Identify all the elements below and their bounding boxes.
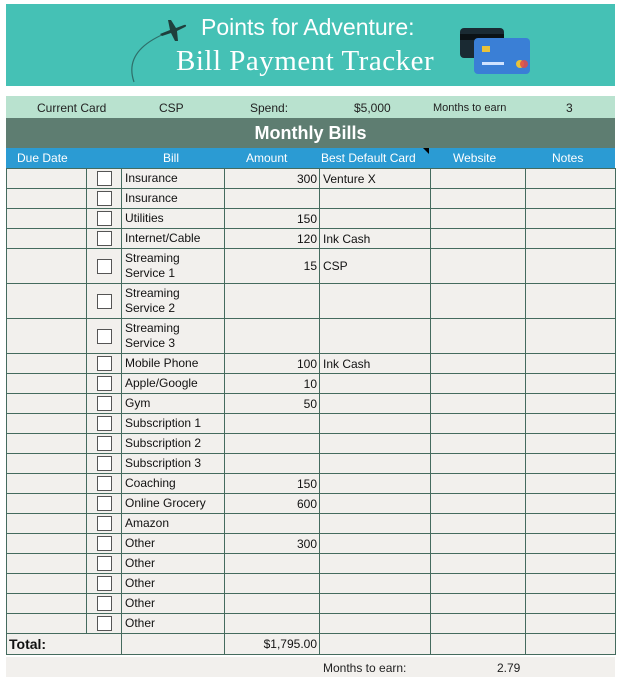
website-cell[interactable]: [431, 614, 526, 634]
table-row: [7, 209, 616, 229]
due-date-cell[interactable]: [7, 394, 87, 414]
website-cell[interactable]: [431, 434, 526, 454]
amount-cell[interactable]: [225, 284, 320, 319]
footer-summary: [6, 657, 615, 677]
amount-cell[interactable]: 150: [225, 474, 320, 494]
best-card-cell[interactable]: CSP: [320, 249, 431, 284]
col-bill: Bill: [163, 151, 180, 165]
paid-checkbox-cell[interactable]: [87, 594, 122, 614]
total-blank-cell: [526, 634, 616, 655]
due-date-cell[interactable]: [7, 474, 87, 494]
table-row: [7, 394, 616, 414]
due-date-cell[interactable]: [7, 494, 87, 514]
paid-checkbox-cell[interactable]: [87, 554, 122, 574]
best-card-cell[interactable]: [320, 614, 431, 634]
table-row: [7, 614, 616, 634]
due-date-cell[interactable]: [7, 574, 87, 594]
paid-checkbox-cell[interactable]: [87, 414, 122, 434]
due-date-cell[interactable]: [7, 249, 87, 284]
bill-name-cell[interactable]: Insurance: [122, 189, 225, 209]
paid-checkbox[interactable]: [97, 259, 112, 274]
paid-checkbox-cell[interactable]: [87, 474, 122, 494]
notes-cell[interactable]: [526, 319, 616, 354]
due-date-cell[interactable]: [7, 284, 87, 319]
due-date-cell[interactable]: [7, 454, 87, 474]
notes-cell[interactable]: [526, 374, 616, 394]
table-row: [7, 574, 616, 594]
website-cell[interactable]: [431, 319, 526, 354]
website-cell[interactable]: [431, 414, 526, 434]
table-row: [7, 554, 616, 574]
bill-name-cell[interactable]: Mobile Phone: [122, 354, 225, 374]
table-row: [7, 434, 616, 454]
paid-checkbox-cell[interactable]: [87, 284, 122, 319]
paid-checkbox[interactable]: [97, 396, 112, 411]
amount-cell[interactable]: [225, 434, 320, 454]
website-cell[interactable]: [431, 474, 526, 494]
website-cell[interactable]: [431, 374, 526, 394]
bill-name-cell[interactable]: Streaming Service 1: [122, 249, 225, 284]
amount-cell[interactable]: [225, 594, 320, 614]
notes-cell[interactable]: [526, 494, 616, 514]
best-card-cell[interactable]: Ink Cash: [320, 229, 431, 249]
footer-months-value: 2.79: [497, 661, 521, 675]
website-cell[interactable]: [431, 209, 526, 229]
paid-checkbox-cell[interactable]: [87, 454, 122, 474]
best-card-cell[interactable]: [320, 534, 431, 554]
due-date-cell[interactable]: [7, 414, 87, 434]
paid-checkbox[interactable]: [97, 536, 112, 551]
website-cell[interactable]: [431, 169, 526, 189]
table-row: [7, 354, 616, 374]
amount-cell[interactable]: 300: [225, 534, 320, 554]
notes-cell[interactable]: [526, 209, 616, 229]
table-row: [7, 319, 616, 354]
table-row: [7, 514, 616, 534]
column-headers: [6, 148, 615, 168]
website-cell[interactable]: [431, 594, 526, 614]
total-row: [7, 634, 616, 655]
amount-cell[interactable]: [225, 319, 320, 354]
notes-cell[interactable]: [526, 394, 616, 414]
table-row: [7, 474, 616, 494]
paid-checkbox[interactable]: [97, 476, 112, 491]
bill-name-cell[interactable]: Other: [122, 614, 225, 634]
paid-checkbox[interactable]: [97, 211, 112, 226]
website-cell[interactable]: [431, 514, 526, 534]
notes-cell[interactable]: [526, 414, 616, 434]
paid-checkbox[interactable]: [97, 436, 112, 451]
table-row: [7, 169, 616, 189]
paid-checkbox[interactable]: [97, 516, 112, 531]
due-date-cell[interactable]: [7, 319, 87, 354]
notes-cell[interactable]: [526, 169, 616, 189]
paid-checkbox[interactable]: [97, 456, 112, 471]
amount-cell[interactable]: [225, 614, 320, 634]
amount-cell[interactable]: [225, 414, 320, 434]
best-card-cell[interactable]: [320, 284, 431, 319]
paid-checkbox-cell[interactable]: [87, 319, 122, 354]
best-card-cell[interactable]: [320, 554, 431, 574]
col-due-date: Due Date: [17, 151, 68, 165]
notes-cell[interactable]: [526, 594, 616, 614]
paid-checkbox[interactable]: [97, 416, 112, 431]
best-card-cell[interactable]: [320, 454, 431, 474]
due-date-cell[interactable]: [7, 354, 87, 374]
bill-name-cell[interactable]: Utilities: [122, 209, 225, 229]
bill-name-cell[interactable]: Streaming Service 2: [122, 284, 225, 319]
table-row: [7, 494, 616, 514]
notes-cell[interactable]: [526, 454, 616, 474]
notes-cell[interactable]: [526, 189, 616, 209]
bill-name-cell[interactable]: Subscription 3: [122, 454, 225, 474]
bill-name-cell[interactable]: Amazon: [122, 514, 225, 534]
website-cell[interactable]: [431, 494, 526, 514]
due-date-cell[interactable]: [7, 434, 87, 454]
bill-name-cell[interactable]: Other: [122, 574, 225, 594]
total-label: Total:: [7, 634, 122, 655]
due-date-cell[interactable]: [7, 374, 87, 394]
website-cell[interactable]: [431, 229, 526, 249]
paid-checkbox[interactable]: [97, 356, 112, 371]
banner-subtitle: Bill Payment Tracker: [176, 45, 435, 77]
amount-cell[interactable]: 50: [225, 394, 320, 414]
table-row: [7, 189, 616, 209]
paid-checkbox[interactable]: [97, 294, 112, 309]
website-cell[interactable]: [431, 554, 526, 574]
bill-name-cell[interactable]: Other: [122, 554, 225, 574]
table-row: [7, 229, 616, 249]
notes-cell[interactable]: [526, 434, 616, 454]
current-card-value[interactable]: CSP: [159, 101, 184, 115]
best-card-cell[interactable]: [320, 394, 431, 414]
paid-checkbox-cell[interactable]: [87, 494, 122, 514]
table-row: [7, 594, 616, 614]
bill-name-cell[interactable]: Streaming Service 3: [122, 319, 225, 354]
table-row: [7, 534, 616, 554]
paid-checkbox[interactable]: [97, 596, 112, 611]
due-date-cell[interactable]: [7, 189, 87, 209]
paid-checkbox[interactable]: [97, 171, 112, 186]
cell-note-marker: [423, 148, 429, 154]
best-card-cell[interactable]: [320, 319, 431, 354]
col-best-card: Best Default Card: [321, 151, 416, 165]
paid-checkbox-cell[interactable]: [87, 394, 122, 414]
website-cell[interactable]: [431, 394, 526, 414]
best-card-cell[interactable]: [320, 414, 431, 434]
due-date-cell[interactable]: [7, 229, 87, 249]
best-card-cell[interactable]: [320, 574, 431, 594]
due-date-cell[interactable]: [7, 594, 87, 614]
paid-checkbox-cell[interactable]: [87, 209, 122, 229]
spend-label: Spend:: [250, 101, 289, 115]
paid-checkbox-cell[interactable]: [87, 574, 122, 594]
bill-name-cell[interactable]: Other: [122, 594, 225, 614]
col-notes: Notes: [552, 151, 584, 165]
paid-checkbox[interactable]: [97, 576, 112, 591]
amount-cell[interactable]: 120: [225, 229, 320, 249]
table-row: [7, 249, 616, 284]
section-title: Monthly Bills: [6, 118, 615, 148]
amount-cell[interactable]: 100: [225, 354, 320, 374]
best-card-cell[interactable]: Venture X: [320, 169, 431, 189]
airplane-icon: [158, 16, 188, 44]
amount-cell[interactable]: [225, 514, 320, 534]
amount-cell[interactable]: [225, 574, 320, 594]
best-card-cell[interactable]: [320, 594, 431, 614]
best-card-cell[interactable]: [320, 474, 431, 494]
col-amount: Amount: [246, 151, 288, 165]
credit-cards-icon: [458, 22, 532, 80]
paid-checkbox-cell[interactable]: [87, 534, 122, 554]
col-website: Website: [453, 151, 497, 165]
paid-checkbox-cell[interactable]: [87, 374, 122, 394]
notes-cell[interactable]: [526, 534, 616, 554]
amount-cell[interactable]: 300: [225, 169, 320, 189]
spend-value[interactable]: $5,000: [354, 101, 391, 115]
paid-checkbox[interactable]: [97, 496, 112, 511]
due-date-cell[interactable]: [7, 534, 87, 554]
header-banner: [6, 4, 615, 86]
bill-name-cell[interactable]: Gym: [122, 394, 225, 414]
total-blank-cell: [431, 634, 526, 655]
website-cell[interactable]: [431, 249, 526, 284]
best-card-cell[interactable]: [320, 434, 431, 454]
total-value: $1,795.00: [225, 634, 320, 655]
website-cell[interactable]: [431, 189, 526, 209]
bill-name-cell[interactable]: Internet/Cable: [122, 229, 225, 249]
table-row: [7, 414, 616, 434]
best-card-cell[interactable]: [320, 374, 431, 394]
website-cell[interactable]: [431, 574, 526, 594]
amount-cell[interactable]: 600: [225, 494, 320, 514]
bill-name-cell[interactable]: Other: [122, 534, 225, 554]
paid-checkbox-cell[interactable]: [87, 434, 122, 454]
best-card-cell[interactable]: [320, 494, 431, 514]
website-cell[interactable]: [431, 284, 526, 319]
best-card-cell[interactable]: [320, 189, 431, 209]
paid-checkbox-cell[interactable]: [87, 354, 122, 374]
due-date-cell[interactable]: [7, 169, 87, 189]
bills-table: [6, 168, 616, 655]
notes-cell[interactable]: [526, 284, 616, 319]
bill-name-cell[interactable]: Apple/Google: [122, 374, 225, 394]
amount-cell[interactable]: [225, 554, 320, 574]
website-cell[interactable]: [431, 354, 526, 374]
website-cell[interactable]: [431, 534, 526, 554]
notes-cell[interactable]: [526, 554, 616, 574]
bill-name-cell[interactable]: Coaching: [122, 474, 225, 494]
bill-name-cell[interactable]: Subscription 2: [122, 434, 225, 454]
paid-checkbox-cell[interactable]: [87, 249, 122, 284]
notes-cell[interactable]: [526, 614, 616, 634]
amount-cell[interactable]: 150: [225, 209, 320, 229]
current-card-label: Current Card: [37, 101, 107, 115]
total-spacer: [122, 634, 225, 655]
due-date-cell[interactable]: [7, 514, 87, 534]
notes-cell[interactable]: [526, 474, 616, 494]
paid-checkbox[interactable]: [97, 231, 112, 246]
paid-checkbox[interactable]: [97, 616, 112, 631]
amount-cell[interactable]: [225, 189, 320, 209]
bill-name-cell[interactable]: Online Grocery: [122, 494, 225, 514]
paid-checkbox[interactable]: [97, 191, 112, 206]
table-row: [7, 284, 616, 319]
paid-checkbox-cell[interactable]: [87, 229, 122, 249]
due-date-cell[interactable]: [7, 209, 87, 229]
table-row: [7, 454, 616, 474]
notes-cell[interactable]: [526, 574, 616, 594]
bill-name-cell[interactable]: Subscription 1: [122, 414, 225, 434]
paid-checkbox[interactable]: [97, 376, 112, 391]
table-row: [7, 374, 616, 394]
website-cell[interactable]: [431, 454, 526, 474]
notes-cell[interactable]: [526, 514, 616, 534]
notes-cell[interactable]: [526, 229, 616, 249]
paid-checkbox-cell[interactable]: [87, 189, 122, 209]
bill-name-cell[interactable]: Insurance: [122, 169, 225, 189]
due-date-cell[interactable]: [7, 554, 87, 574]
total-blank-cell: [320, 634, 431, 655]
paid-checkbox-cell[interactable]: [87, 169, 122, 189]
footer-months-label: Months to earn:: [323, 661, 407, 675]
months-to-earn-label: Months to earn: [433, 102, 507, 114]
amount-cell[interactable]: 10: [225, 374, 320, 394]
current-card-info-bar: [6, 96, 615, 118]
best-card-cell[interactable]: [320, 514, 431, 534]
notes-cell[interactable]: [526, 354, 616, 374]
months-to-earn-value[interactable]: 3: [566, 101, 573, 115]
due-date-cell[interactable]: [7, 614, 87, 634]
notes-cell[interactable]: [526, 249, 616, 284]
best-card-cell[interactable]: Ink Cash: [320, 354, 431, 374]
paid-checkbox[interactable]: [97, 329, 112, 344]
paid-checkbox-cell[interactable]: [87, 614, 122, 634]
best-card-cell[interactable]: [320, 209, 431, 229]
banner-title: Points for Adventure:: [201, 14, 415, 40]
amount-cell[interactable]: [225, 454, 320, 474]
paid-checkbox[interactable]: [97, 556, 112, 571]
amount-cell[interactable]: 15: [225, 249, 320, 284]
paid-checkbox-cell[interactable]: [87, 514, 122, 534]
